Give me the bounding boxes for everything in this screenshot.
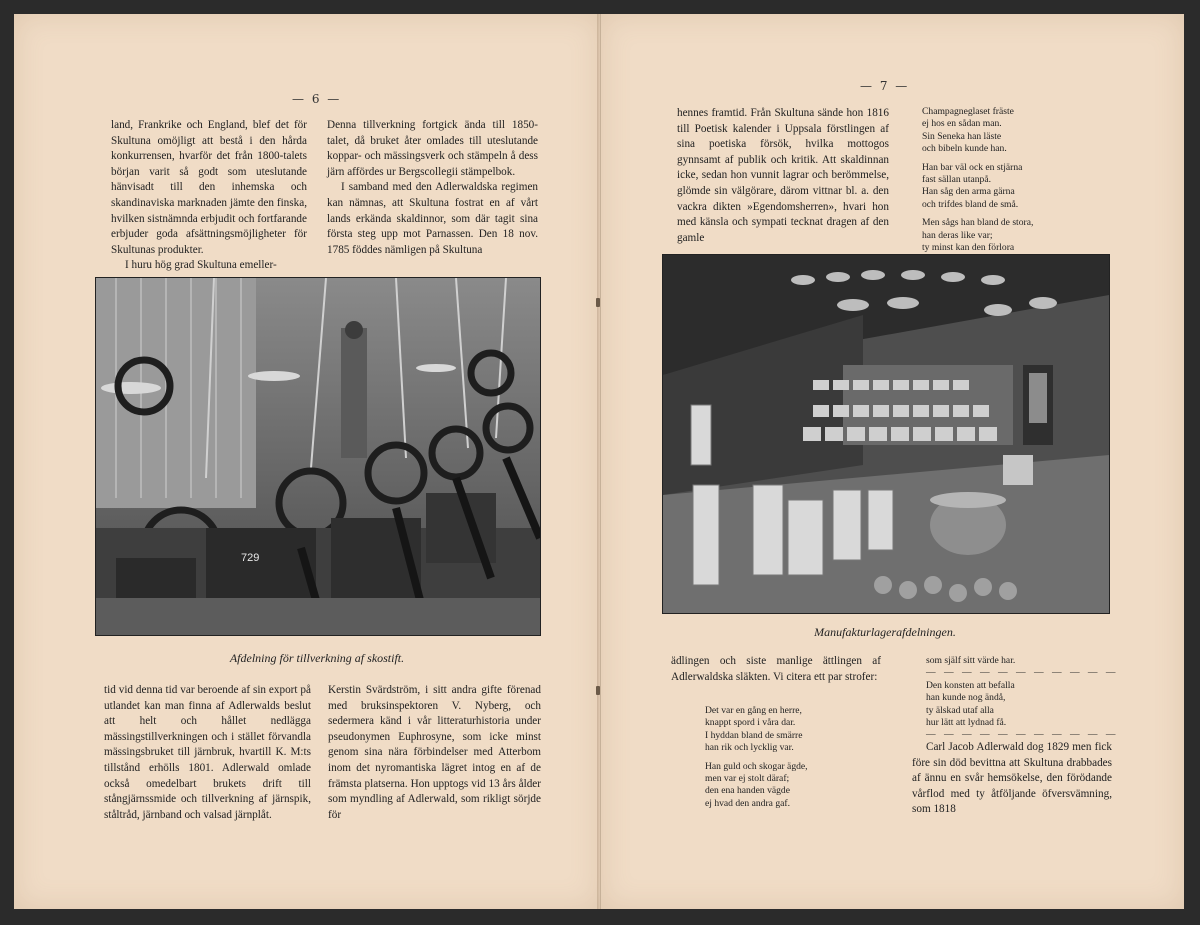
paragraph: tid vid denna tid var beroende af sin export på utlandet kan man finna af Adlerwalds beslut att helt och hållet nedlägga mässingstillverkningen och i stället förvandla mässingsbruket till järnbruk, hvartill K. M:ts tillstånd erhölls 1801. Adlerwald omlade också omedelbart brukets drift till stångjärnssmide och tillverkning af järnspik, ståltråd, järnband och valsad järnplåt. xyxy=(104,684,311,821)
poem-line: Han bar väl ock en stjärna xyxy=(922,161,1023,173)
staple xyxy=(596,686,600,695)
poem-line: han kunde nog ändå, xyxy=(926,692,1006,704)
poem-line: som själf sitt värde har. xyxy=(926,655,1016,666)
poem-line: och bibeln kunde han. xyxy=(922,143,1007,155)
poem-line: han rik och lycklig var. xyxy=(705,742,794,754)
photo-caption: Manufakturlagerafdelningen. xyxy=(814,625,956,639)
text-column-top-left xyxy=(111,118,307,274)
text-column-bottom-right xyxy=(912,740,1112,818)
poem-line: hur lätt att lydnad få. xyxy=(926,717,1007,729)
book-spread xyxy=(14,14,1184,912)
poem-line: han deras like var; xyxy=(922,229,993,241)
text-column-bottom-left xyxy=(671,654,881,685)
page-number: — 6 — xyxy=(292,92,342,106)
poem-stanza xyxy=(922,162,1033,212)
poem-line: Han guld och skogar ägde, xyxy=(705,760,808,772)
poem-line: och trifdes bland de små. xyxy=(922,198,1019,210)
poem-stanza xyxy=(705,705,808,755)
page-number: — 7 — xyxy=(860,79,910,93)
poem-line: Champagneglaset fräste xyxy=(922,106,1014,117)
poem-line: Sin Seneka han läste xyxy=(922,130,1002,142)
paragraph: Carl Jacob Adlerwald dog 1829 men fick före sin död bevittna att Skultuna drabbades af ännu en svår hemsökelse, den förödande vårflod med ty åtföljande öfversvämning, som 1818 xyxy=(912,741,1112,816)
machine-number: 729 xyxy=(241,552,260,564)
paragraph: Denna tillverkning fortgick ända till 1850-talet, då bruket åter omlades till uteslutande koppar- och mässingsverk och stämpeln å dess järn affördes ur Bergscollegii stämpelbok. xyxy=(327,119,538,178)
poem-bottom-right xyxy=(926,655,1119,742)
paragraph: land, Frankrike och England, blef det för Skultuna omöjligt att bestå i den hårda konkurrensen, hvarför det från 1800-talets början varit så godt som uteslutande hänvisadt till den inhemska och skandinaviska marknaden jämte den finska, hvilken sistnämnda erbjudit och fortfarande erbjuder goda afsättningsmöjligheter för Skultunas produkter. xyxy=(111,119,307,256)
dash-divider: — — — — — — — — — — — xyxy=(926,667,1119,679)
text-column-bottom-right xyxy=(328,683,541,823)
poem-line: fast sällan utanpå. xyxy=(922,174,991,186)
warehouse-illustration xyxy=(663,255,1109,613)
text-column-bottom-left xyxy=(104,683,311,823)
paragraph: I huru hög grad Skultuna emeller- xyxy=(125,259,277,272)
poem-line: Men sågs han bland de stora, xyxy=(922,217,1034,229)
poem-top-right xyxy=(922,106,1033,260)
poem-line: Han såg den arma gärna xyxy=(922,186,1015,198)
poem-line: I hyddan bland de smärre xyxy=(705,729,803,741)
staple xyxy=(596,298,600,307)
poem-stanza xyxy=(705,761,808,811)
factory-photo xyxy=(95,277,541,636)
paragraph: Kerstin Svärdström, i sitt andra gifte förenad med bruksinspektoren V. Nyberg, och sedermera känd i vår litteraturhistoria under pseudonymen Euphrosyne, som icke minst genom sina nära förbindelser med Atterbom inom det nyromantiska lägret intog en af de främsta platserna. Hon upptogs vid 13 års ålder som myndling af Adlerwald, som rikligt sörjde för xyxy=(328,684,541,821)
poem-line: men var ej stolt däraf; xyxy=(705,773,790,785)
right-page xyxy=(601,14,1184,909)
warehouse-photo xyxy=(662,254,1110,614)
poem-line: den ena handen vägde xyxy=(705,785,790,797)
poem-line: ty älskad utaf alla xyxy=(926,704,994,716)
poem-line: knappt spord i våra dar. xyxy=(705,717,796,729)
text-column-top-right xyxy=(327,118,538,258)
dash-divider: — — — — — — — — — — — xyxy=(926,729,1119,741)
poem-stanza xyxy=(922,106,1033,156)
poem-bottom-left xyxy=(705,705,808,816)
left-page xyxy=(14,14,601,909)
paragraph: ädlingen och siste manlige ättlingen af Adlerwaldska släkten. Vi citera ett par strofer: xyxy=(671,655,881,683)
photo-caption: Afdelning för tillverkning af skostift. xyxy=(229,651,405,665)
poem-line: ty minst kan den förlora xyxy=(922,242,1015,254)
poem-line: ej hos en sådan man. xyxy=(922,118,1002,130)
machine-hall-illustration xyxy=(96,278,540,635)
poem-line: Den konsten att befalla xyxy=(926,679,1015,691)
paragraph: hennes framtid. Från Skultuna sände hon 1816 till Poetisk kalender i Uppsala förstlingen af sina poetiska försök, hvilka mottogos gynnsamt af publik och kritik. Att skaldinnan icke, sedan hon vunnit lagrar och berömmelse, glömde sin välgörare, därom vittnar bl. a. den vackra dikten »Egendomsherren», hvari hon med känsla och sympati tecknat dragen af den gamle xyxy=(677,107,889,244)
paragraph: I samband med den Adlerwaldska regimen kan nämnas, att Skultuna fostrat en af vårt lands erkända skaldinnor, som där tagit sina första steg upp mot Parnassen. Den 18 nov. 1785 föddes nämligen på Skultuna xyxy=(327,181,538,256)
poem-line: ej hvad den andra gaf. xyxy=(705,797,790,809)
poem-stanza xyxy=(922,217,1033,254)
poem-line: Det var en gång en herre, xyxy=(705,705,802,716)
text-column-top-left xyxy=(677,106,889,246)
